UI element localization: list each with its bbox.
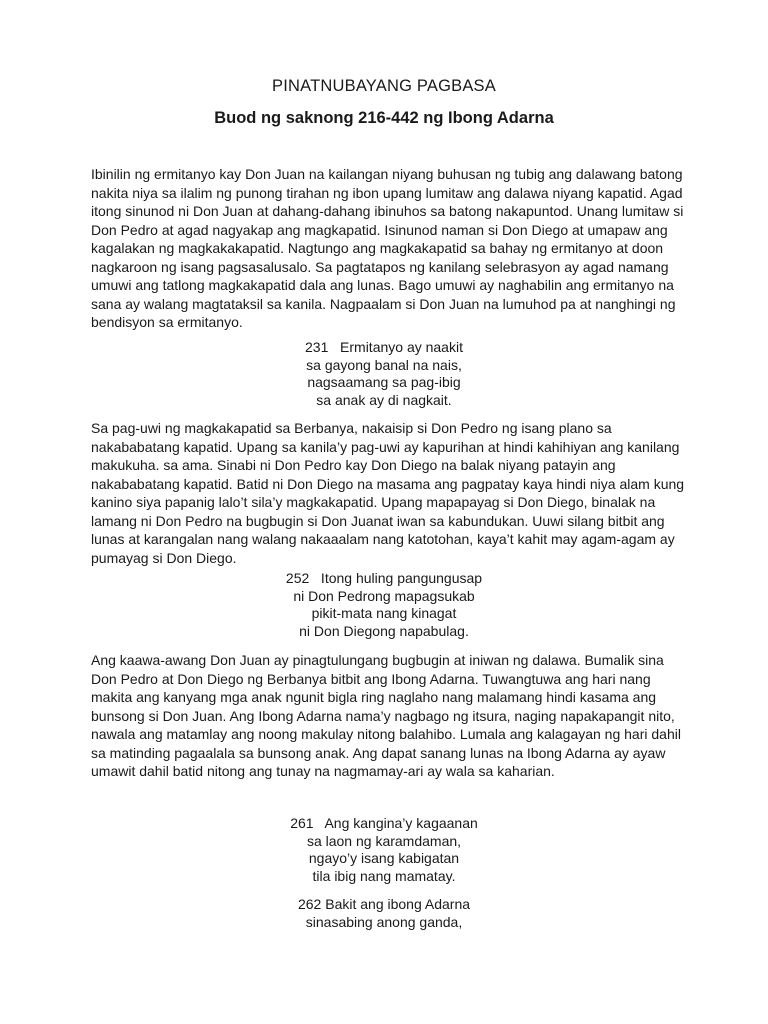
verse-stanza-252 [0, 570, 768, 640]
paragraph-line: makita ang kanyang mga anak ngunit bigla ring naglaho nang malamang hindi kasama ang [91, 689, 657, 705]
paragraph-line: Don Pedro at Don Diego ng Berbanya bitbit ang Ibong Adarna. Tuwangtuwa ang hari nang [91, 670, 651, 687]
paragraph-line: nawala ang matamlay ang noong makulay nitong balahibo. Lumala ang kalagayan ng hari dahil [91, 726, 681, 742]
paragraph-line: sa matinding pagaalala sa bunsong anak. Ang dapat sanang lunas na Ibong Adarna ay ayaw [91, 744, 666, 761]
paragraph-line: kagalakan ng magkakakapatid. Nagtungo ang magkakapatid sa bahay ng ermitanyo at doon [91, 240, 664, 256]
document-subtitle: Buod ng saknong 216-442 ng Ibong Adarna [214, 109, 554, 127]
paragraph-line: nakababatang kapatid. Batid ni Don Diego na masama ang pagpatay kaya hindi niya alam kung [91, 475, 685, 492]
summary-paragraph-2 [91, 419, 685, 567]
verse-line: ngayo’y isang kabigatan [308, 850, 460, 866]
paragraph-line: nakababatang kapatid. Upang sa kanila’y pag-uwi ay kapurihan at hindi kahihiyan ang kanilang [91, 438, 680, 455]
paragraph-line: kanino siya papanig lalo’t sila’y magkakapatid. Upang mapapayag si Don Diego, binalak na [91, 494, 656, 510]
verse-line: ni Don Pedrong mapagsukab [293, 587, 475, 604]
paragraph-line: umawit dahil batid nitong ang tunay na nagmamay-ari ay wala sa kaharian. [91, 763, 555, 779]
verse-stanza-261 [0, 815, 768, 885]
summary-paragraph-1 [91, 165, 684, 332]
paragraph-line: Sa pag-uwi ng magkakapatid sa Berbanya, nakaisip si Don Pedro ng isang plano sa [91, 420, 612, 436]
verse-line: tila ibig nang mamatay. [312, 867, 456, 884]
verse-line: sa anak ay di nagkait. [316, 391, 452, 408]
verse-line: nagsaamang sa pag-ibig [307, 374, 461, 390]
document-title: PINATNUBAYANG PAGBASA [272, 77, 496, 95]
verse-line: 252 Itong huling pangungusap [285, 570, 483, 586]
verse-line: pikit-mata nang kinagat [311, 605, 457, 621]
verse-stanza-262 [0, 896, 768, 931]
paragraph-line: bunsong si Don Juan. Ang Ibong Adarna nama’y nagbago ng itsura, naging napakapangit nito, [91, 707, 675, 724]
verse-line: sa laon ng karamdaman, [306, 832, 462, 849]
paragraph-line: Ibinilin ng ermitanyo kay Don Juan na kailangan niyang buhusan ng tubig ang dalawang batong [91, 166, 683, 182]
paragraph-line: itong sinunod ni Don Juan at dahang-dahang ibinuhos sa batong nakapuntod. Unang lumitaw si [91, 203, 684, 219]
verse-line: sinasabing anong ganda, [305, 913, 463, 930]
verse-line: 262 Bakit ang ibong Adarna [297, 896, 471, 912]
paragraph-line: pumayag si Don Diego. [91, 549, 237, 566]
verse-line: 261 Ang kangina’y kagaanan [290, 815, 478, 831]
verse-line: sa gayong banal na nais, [306, 356, 462, 373]
paragraph-line: nagkaroon ng isang pagsasalusalo. Sa pagtatapos ng kanilang selebrasyon ay agad namang [91, 258, 669, 275]
paragraph-line: makukuha. sa ama. Sinabi ni Don Pedro kay Don Diego na balak niyang patayin ang [91, 457, 616, 473]
paragraph-line: Don Pedro at agad nagyakap ang magkapatid. Isinunod naman si Don Diego at umapaw ang [91, 221, 668, 238]
paragraph-line: nakita niya sa ilalim ng punong tirahan ng ibon upang lumitaw ang dalawa niyang kapatid. Agad [91, 184, 683, 201]
paragraph-line: lunas at karangalan nang walang nakaaalam nang katotohan, kaya’t kahit may agam-agam ay [91, 531, 675, 547]
verse-line: ni Don Diegong napabulag. [299, 622, 469, 639]
paragraph-line: umuwi ang tatlong magkakapatid dala ang lunas. Bago umuwi ay naghabilin ang ermitanyo na [91, 277, 674, 293]
paragraph-line: bendisyon sa ermitanyo. [91, 314, 243, 330]
paragraph-line: sana ay walang magtataksil sa kanila. Nagpaalam si Don Juan na lumuhod pa at nanghingi ng [91, 295, 676, 312]
paragraph-line: lamang ni Don Pedro na bugbugin si Don Juanat iwan sa kabundukan. Uuwi silang bitbit ang [91, 512, 665, 529]
verse-line: 231 Ermitanyo ay naakit [305, 339, 463, 355]
paragraph-line: Ang kaawa-awang Don Juan ay pinagtulungang bugbugin at iniwan ng dalawa. Bumalik sina [91, 652, 664, 668]
summary-paragraph-3 [91, 651, 681, 781]
verse-stanza-231 [0, 339, 768, 409]
